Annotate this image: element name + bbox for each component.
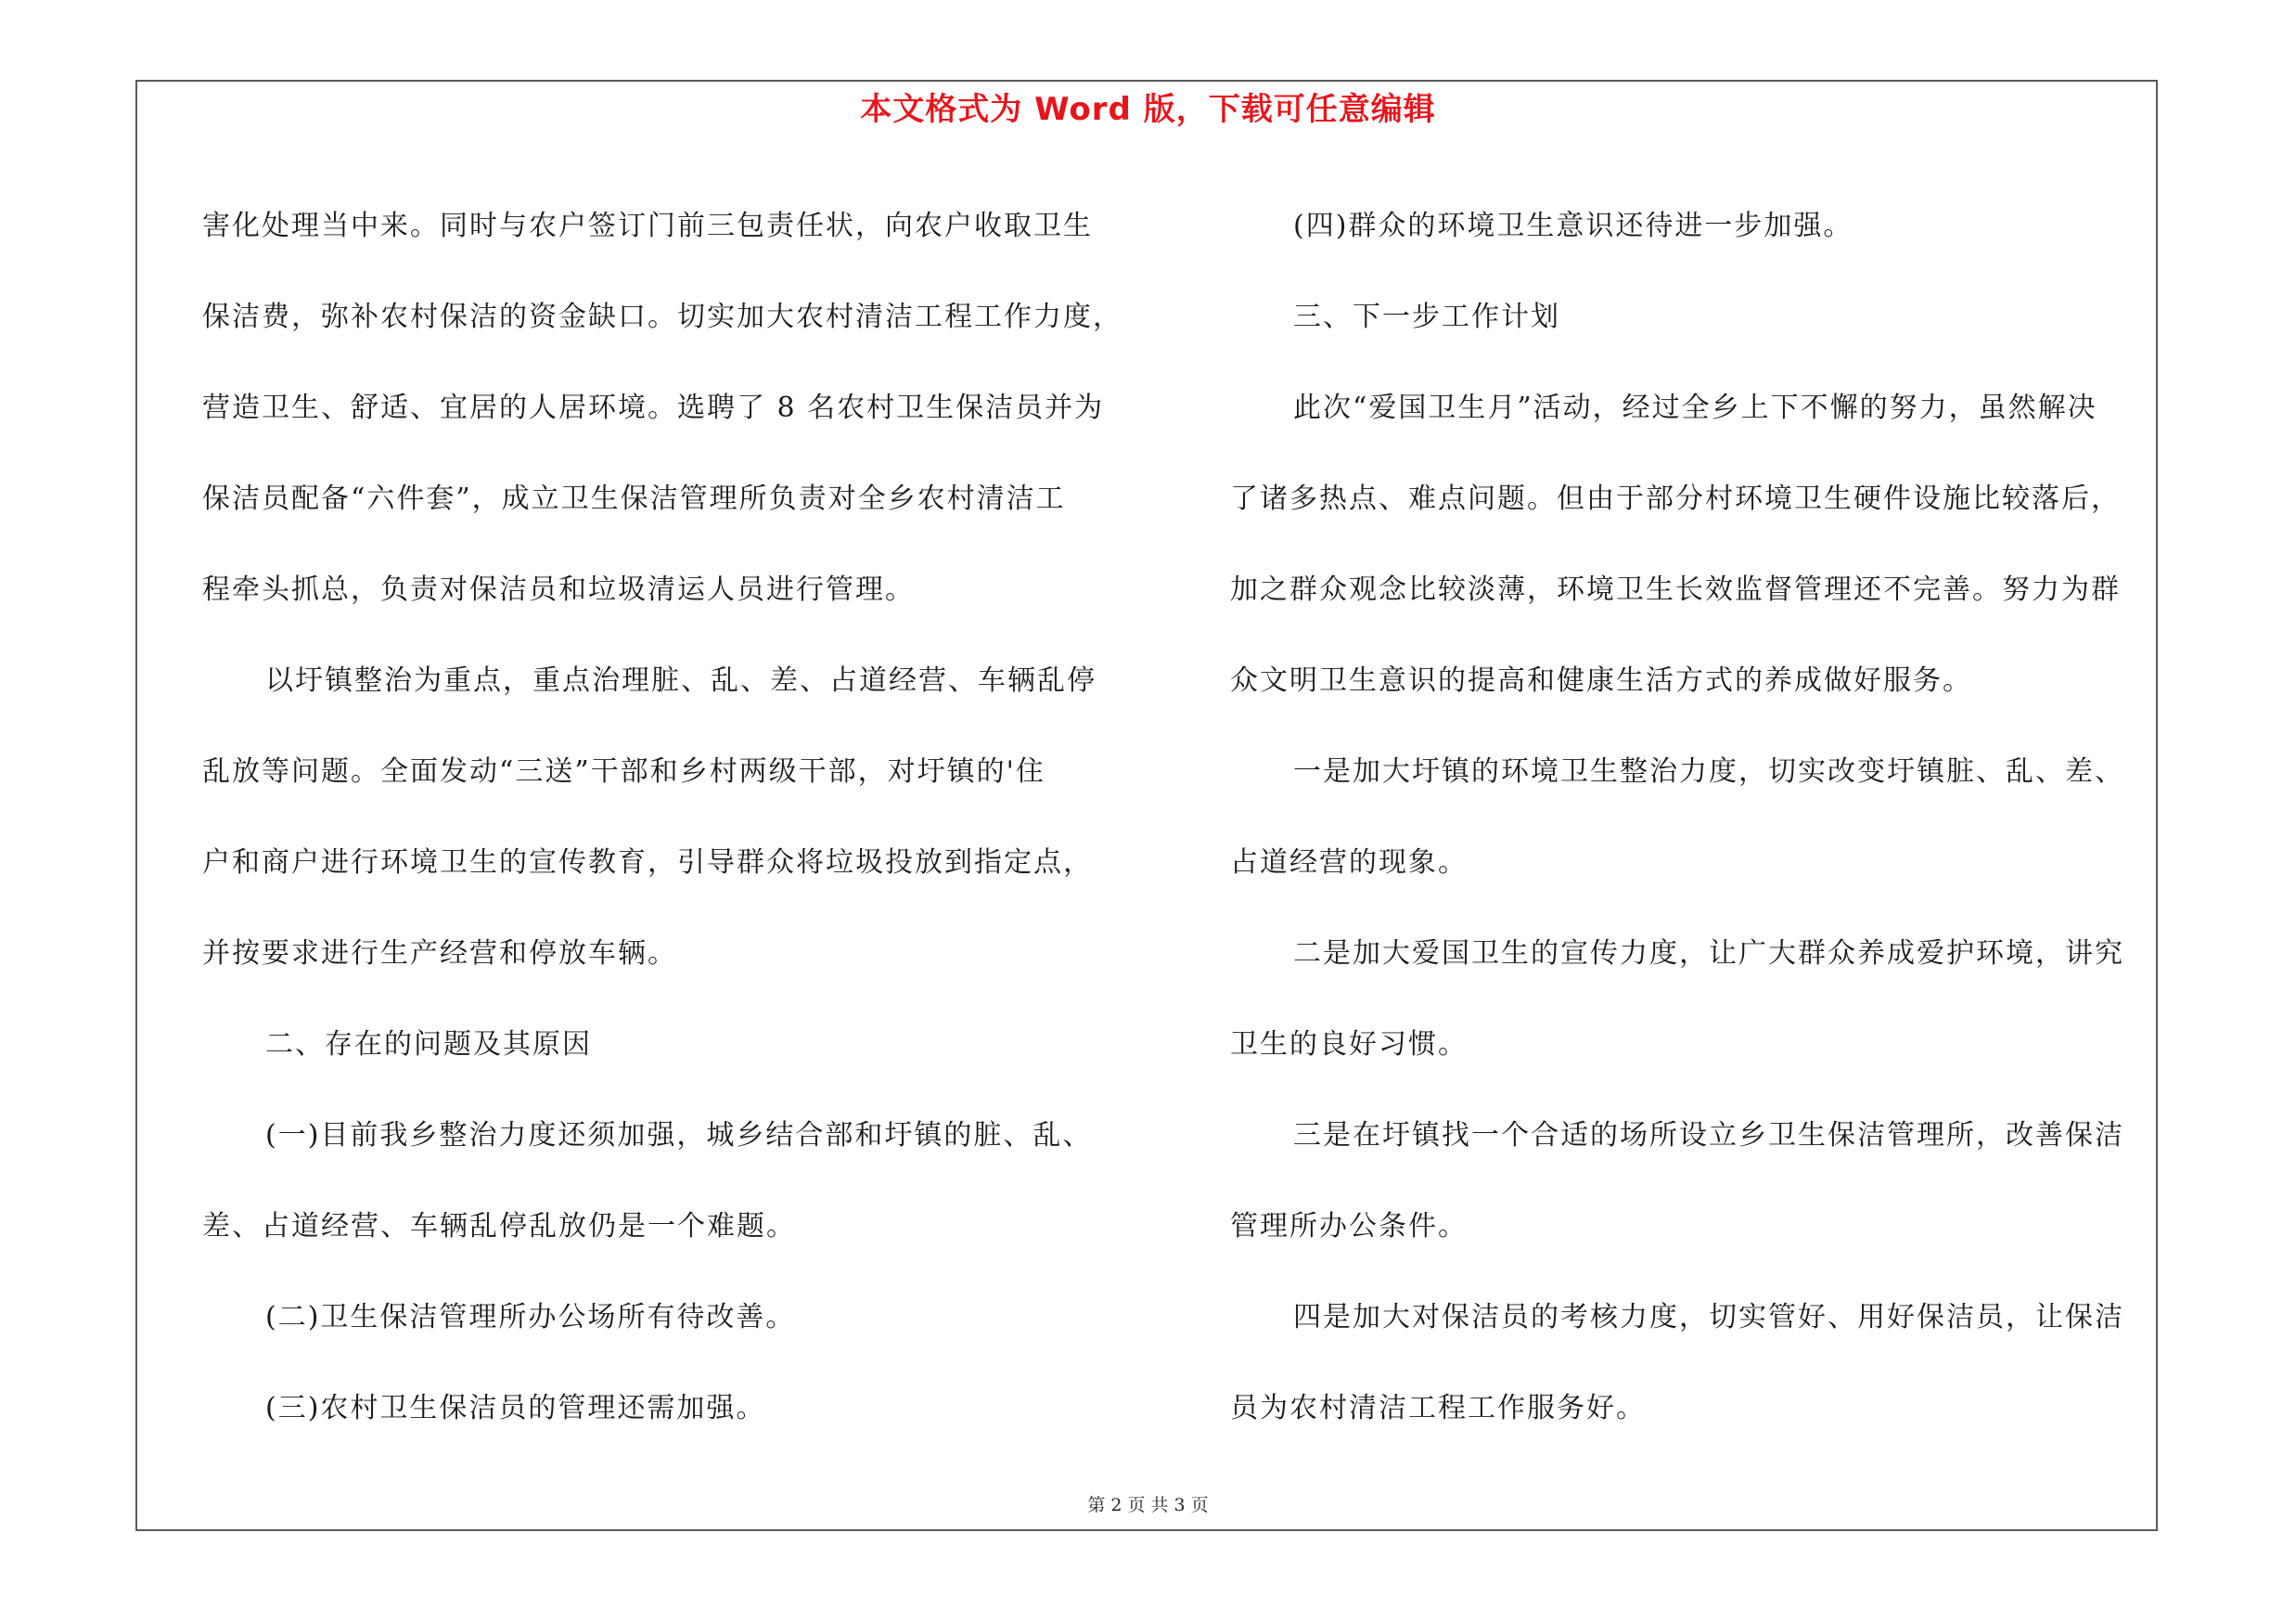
text-line: (三)农村卫生保洁员的管理还需加强。 xyxy=(265,1392,766,1424)
section-heading: 三、下一步工作计划 xyxy=(1293,301,1560,333)
left-text-column xyxy=(202,181,1139,1454)
text-line: 卫生的良好习惯。 xyxy=(1230,1028,1468,1061)
text-line: 营造卫生、舒适、宜居的人居环境。选聘了 8 名农村卫生保洁员并为 xyxy=(202,392,1105,424)
section-heading: 二、存在的问题及其原因 xyxy=(265,1028,592,1061)
text-line: 保洁员配备“六件套”，成立卫生保洁管理所负责对全乡农村清洁工 xyxy=(202,483,1066,515)
text-line: 保洁费，弥补农村保洁的资金缺口。切实加大农村清洁工程工作力度， xyxy=(202,301,1122,333)
text-line: 占道经营的现象。 xyxy=(1230,846,1468,879)
text-line: 一是加大圩镇的环境卫生整治力度，切实改变圩镇脏、乱、差、 xyxy=(1293,755,2124,788)
text-line: 差、占道经营、车辆乱停乱放仍是一个难题。 xyxy=(202,1210,796,1243)
word-format-notice: 本文格式为 Word 版，下载可任意编辑 xyxy=(860,91,1436,128)
text-line: 员为农村清洁工程工作服务好。 xyxy=(1230,1392,1646,1424)
text-line: 乱放等问题。全面发动“三送”干部和乡村两级干部，对圩镇的'住 xyxy=(202,755,1045,788)
page-number-footer: 第 2 页 共 3 页 xyxy=(1087,1495,1209,1515)
text-line: (一)目前我乡整治力度还须加强，城乡结合部和圩镇的脏、乱、 xyxy=(265,1119,1093,1152)
text-line: 四是加大对保洁员的考核力度，切实管好、用好保洁员，让保洁 xyxy=(1293,1301,2124,1333)
text-line: 了诸多热点、难点问题。但由于部分村环境卫生硬件设施比较落后， xyxy=(1230,483,2121,515)
text-line: (四)群众的环境卫生意识还待进一步加强。 xyxy=(1293,210,1853,242)
text-line: 众文明卫生意识的提高和健康生活方式的养成做好服务。 xyxy=(1230,664,1972,697)
text-line: 以圩镇整治为重点，重点治理脏、乱、差、占道经营、车辆乱停 xyxy=(265,664,1097,697)
text-line: 害化处理当中来。同时与农户签订门前三包责任状，向农户收取卫生 xyxy=(202,210,1093,242)
text-line: (二)卫生保洁管理所办公场所有待改善。 xyxy=(265,1301,796,1333)
text-line: 此次“爱国卫生月”活动，经过全乡上下不懈的努力，虽然解决 xyxy=(1293,392,2097,424)
text-line: 户和商户进行环境卫生的宣传教育，引导群众将垃圾投放到指定点， xyxy=(202,846,1093,879)
right-text-column xyxy=(1230,181,2167,1454)
text-line: 三是在圩镇找一个合适的场所设立乡卫生保洁管理所，改善保洁 xyxy=(1293,1119,2124,1152)
text-line: 二是加大爱国卫生的宣传力度，让广大群众养成爱护环境，讲究 xyxy=(1293,937,2124,970)
text-line: 加之群众观念比较淡薄，环境卫生长效监督管理还不完善。努力为群 xyxy=(1230,573,2121,606)
text-line: 管理所办公条件。 xyxy=(1230,1210,1468,1243)
text-line: 并按要求进行生产经营和停放车辆。 xyxy=(202,937,677,970)
text-line: 程牵头抓总，负责对保洁员和垃圾清运人员进行管理。 xyxy=(202,573,915,606)
